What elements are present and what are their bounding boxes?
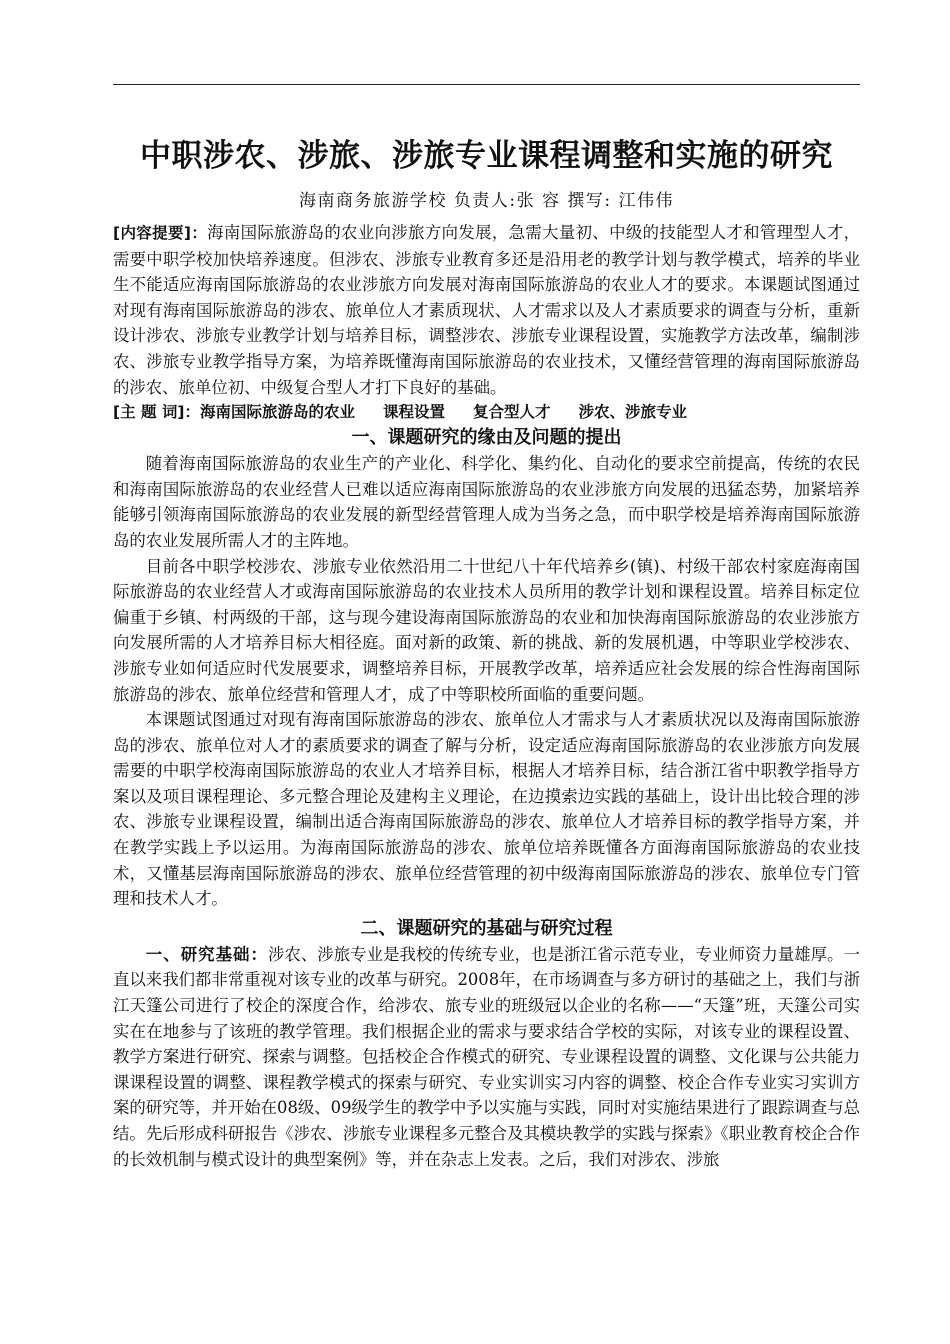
body-paragraph: 随着海南国际旅游岛的农业生产的产业化、科学化、集约化、自动化的要求空前提高，传统的农民和海南国际旅游岛的农业经营人已难以适应海南国际旅游岛的农业涉旅方向发展的迅猛态势，加紧培养能够引领海南国际旅游岛的农业发展的新型经营管理人成为当务之急，而中职学校是培养海南国际旅游岛的农业发展所需人才的主阵地。 — [113, 454, 860, 550]
document-page — [113, 0, 860, 1344]
keyword-item: 涉农、涉旅专业 — [578, 403, 688, 422]
keywords-label: [主 题 词]： — [113, 403, 200, 422]
abstract-paragraph — [113, 220, 860, 400]
section-heading: 二、课题研究的基础与研究过程 — [360, 917, 613, 939]
body-paragraph: 本课题试图通过对现有海南国际旅游岛的涉农、旅单位人才需求与人才素质状况以及海南国际旅游岛的涉农、旅单位对人才的素质要求的调查了解与分析，设定适应海南国际旅游岛的农业涉旅方向发展需要的中职学校海南国际旅游岛的农业人才培养目标，根据人才培养目标，结合浙江省中职教学指导方案以及项目课程理论、多元整合理论及建构主义理论，在边摸索边实践的基础上，设计出比较合理的涉农、涉旅专业课程设置，编制出适合海南国际旅游岛的涉农、旅单位人才培养目标的教学指导方案，并在教学实践上予以运用。为海南国际旅游岛的涉农、旅单位培养既懂各方面海南国际旅游岛的农业技术，又懂基层海南国际旅游岛的涉农、旅单位经营管理的初中级海南国际旅游岛的涉农、旅单位专门管理和技术人才。 — [113, 710, 860, 909]
keyword-item: 课程设置 — [382, 403, 445, 422]
body-paragraph: 目前各中职学校涉农、涉旅专业依然沿用二十世纪八十年代培养乡(镇)、村级干部农村家庭海南国际旅游岛的农业经营人才或海南国际旅游岛的农业技术人员所用的教学计划和课程设置。培养目标定位偏重于乡镇、村两级的干部，这与现今建设海南国际旅游岛的农业和加快海南国际旅游岛的农业涉旅方向发展所需的人才培养目标大相径庭。面对新的政策、新的挑战、新的发展机遇，中等职业学校涉农、涉旅专业如何适应时代发展要求，调整培养目标，开展教学改革，培养适应社会发展的综合性海南国际旅游岛的涉农、旅单位经营和管理人才，成了中等职校所面临的重要问题。 — [113, 556, 860, 704]
subsection-text: 涉农、涉旅专业是我校的传统专业，也是浙江省示范专业，专业师资力量雄厚。一直以来我们都非常重视对该专业的改革与研究。2008年，在市场调查与多方研讨的基础之上，我们与浙江天篷公司进行了校企的深度合作，给涉农、旅专业的班级冠以企业的名称——“天篷”班，天篷公司实实在在地参与了该班的教学管理。我们根据企业的需求与要求结合学校的实际，对该专业的课程设置、教学方案进行研究、探索与调整。包括校企合作模式的研究、专业课程设置的调整、文化课与公共能力课课程设置的调整、课程教学模式的探索与研究、专业实训实习内容的调整、校企合作专业实习实训方案的研究等，并开始在08级、09级学生的教学中予以实施与实践，同时对实施结果进行了跟踪调查与总结。先后形成科研报告《涉农、涉旅专业课程多元整合及其模块教学的实践与探索》《职业教育校企合作的长效机制与模式设计的典型案例》等，并在杂志上发表。之后，我们对涉农、涉旅 — [113, 944, 861, 1169]
body-paragraph — [113, 942, 860, 1172]
document-title: 中职涉农、涉旅、涉旅专业课程调整和实施的研究 — [140, 138, 833, 174]
abstract-text: 海南国际旅游岛的农业向涉旅方向发展，急需大量初、中级的技能型人才和管理型人才，需要中职学校加快培养速度。但涉农、涉旅专业教育多还是沿用老的教学计划与教学模式，培养的毕业生不能适应海南国际旅游岛的农业涉旅方向发展对海南国际旅游岛的农业人才的要求。本课题试图通过对现有海南国际旅游岛的涉农、旅单位人才素质现状、人才需求以及人才素质要求的调查与分析，重新设计涉农、涉旅专业教学计划与培养目标，调整涉农、涉旅专业课程设置，实施教学方法改革，编制涉农、涉旅专业教学指导方案，为培养既懂海南国际旅游岛的农业技术，又懂经营管理的海南国际旅游岛的涉农、旅单位初、中级复合型人才打下良好的基础。 — [113, 223, 860, 397]
keywords-line — [113, 400, 860, 425]
document-body — [113, 220, 860, 1172]
section-heading: 一、课题研究的缘由及问题的提出 — [351, 427, 622, 449]
keyword-item: 海南国际旅游岛的农业 — [199, 403, 355, 422]
abstract-label: [内容提要]： — [113, 224, 208, 242]
keyword-item: 复合型人才 — [473, 403, 551, 422]
subsection-label: 一、研究基础： — [145, 944, 268, 964]
header-rule — [113, 84, 860, 85]
author-byline: 海南商务旅游学校 负责人:张 容 撰写: 江伟伟 — [298, 191, 675, 211]
